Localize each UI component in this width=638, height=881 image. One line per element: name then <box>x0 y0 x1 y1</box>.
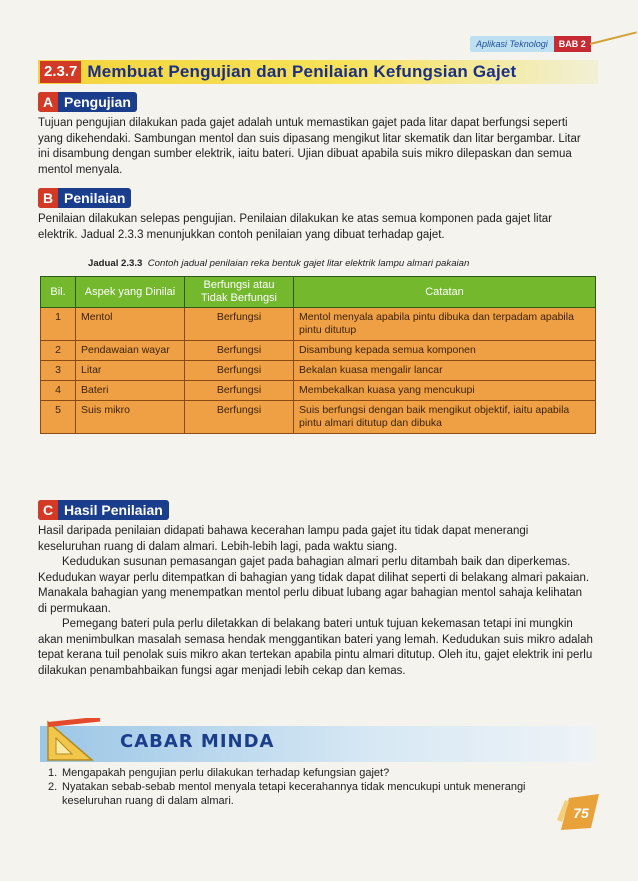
table-cell: Mentol menyala apabila pintu dibuka dan terpadam apabila pintu ditutup <box>294 308 596 341</box>
table-cell: Membekalkan kuasa yang mencukupi <box>294 381 596 401</box>
part-a-heading <box>38 92 137 112</box>
table-cell: 3 <box>41 361 76 381</box>
question-item <box>48 766 588 780</box>
table-cell: 2 <box>41 341 76 361</box>
part-c-paragraph: Kedudukan susunan pemasangan gajet pada bahagian almari perlu ditambah baik dan diperkemas. Kedudukan wayar perlu ditempatkan di bahagian yang tidak dapat dilihat seperti di belakang almari pakaian. Manakala bahagian yang menempatkan mentol perlu dibuat lubang agar bahagian mentol sahaja kelihatan di permukaan. <box>38 556 590 615</box>
part-a-text <box>38 116 583 178</box>
part-c-paragraph: Hasil daripada penilaian didapati bahawa kecerahan lampu pada gajet itu tidak dapat menerangi keseluruhan ruang di dalam almari. Lebih-lebih lagi, pada waktu siang. <box>38 525 529 553</box>
part-b-text <box>38 212 583 243</box>
table-cell: Berfungsi <box>185 361 294 381</box>
part-a-title: Pengujian <box>64 94 131 110</box>
section-number: 2.3.7 <box>40 61 81 83</box>
section-title-bar <box>38 60 598 84</box>
table-header-cell: Berfungsi atau Tidak Berfungsi <box>185 277 294 308</box>
part-b-paragraph: Penilaian dilakukan selepas pengujian. Penilaian dilakukan ke atas semua komponen pada gajet litar elektrik. Jadual 2.3.3 menunjukkan contoh penilaian yang dibuat terhadap gajet. <box>38 213 553 241</box>
part-c-letter: C <box>38 500 58 520</box>
table-row <box>41 381 596 401</box>
part-c-title: Hasil Penilaian <box>64 502 163 518</box>
chapter-topic: Aplikasi Teknologi <box>470 36 554 52</box>
part-b-title: Penilaian <box>64 190 126 206</box>
section-title: Membuat Pengujian dan Penilaian Kefungsian Gajet <box>87 62 517 81</box>
table-cell: Litar <box>76 361 185 381</box>
part-c-heading <box>38 500 169 520</box>
table-cell: 4 <box>41 381 76 401</box>
table-header-cell: Catatan <box>294 277 596 308</box>
table-cell: Suis berfungsi dengan baik mengikut objektif, iaitu apabila pintu almari ditutup dan dibuka <box>294 401 596 434</box>
evaluation-table <box>40 276 596 434</box>
chapter-label: BAB 2 <box>554 36 591 52</box>
question-list <box>48 766 588 808</box>
part-c-paragraph: Pemegang bateri pula perlu diletakkan di belakang bateri untuk tujuan kekemasan tetapi ini mungkin akan menimbulkan masalah semasa hendak menggantikan bateri yang lemah. Kedudukan suis mikro adalah tepat kerana tuil penolak suis mikro akan tertekan apabila pintu almari ditutup. Oleh itu, gajet elektrik ini perlu dilakukan penambahbaikan fungsi agar menjadi lebih cekap dan kemas. <box>38 618 593 677</box>
table-cell: Disambung kepada semua komponen <box>294 341 596 361</box>
table-cell: Pendawaian wayar <box>76 341 185 361</box>
part-c-text <box>38 524 593 679</box>
table-cell: 5 <box>41 401 76 434</box>
question-number: 2. <box>48 781 58 793</box>
part-b-letter: B <box>38 188 58 208</box>
question-text: Nyatakan sebab-sebab mentol menyala tetapi kecerahannya tidak mencukupi untuk menerangi keseluruhan ruang di dalam almari. <box>62 781 526 807</box>
part-b-heading <box>38 188 131 208</box>
question-item <box>48 780 588 808</box>
table-row <box>41 361 596 381</box>
table-caption-label: Jadual 2.3.3 <box>88 258 143 269</box>
table-header-cell: Bil. <box>41 277 76 308</box>
table-caption <box>88 258 469 269</box>
table-caption-text: Contoh jadual penilaian reka bentuk gajet litar elektrik lampu almari pakaian <box>147 258 470 269</box>
set-square-icon <box>44 718 104 764</box>
table-row <box>41 341 596 361</box>
cabar-minda-title: CABAR MINDA <box>120 731 275 752</box>
chapter-tag <box>470 36 591 52</box>
table-cell: Bateri <box>76 381 185 401</box>
table-header-row <box>41 277 596 308</box>
question-text: Mengapakah pengujian perlu dilakukan terhadap kefungsian gajet? <box>62 767 390 779</box>
table-row <box>41 308 596 341</box>
table-cell: Berfungsi <box>185 401 294 434</box>
table-header-cell: Aspek yang Dinilai <box>76 277 185 308</box>
page-number-badge <box>555 790 603 834</box>
table-cell: Berfungsi <box>185 381 294 401</box>
table-cell: 1 <box>41 308 76 341</box>
table-cell: Suis mikro <box>76 401 185 434</box>
part-a-paragraph: Tujuan pengujian dilakukan pada gajet adalah untuk memastikan gajet pada litar dapat berfungsi seperti yang dikehendaki. Sambungan mentol dan suis dipasang mengikut litar skematik dan litar bergambar. Litar ini disambung dengan sumber elektrik, iaitu bateri. Ujian dibuat apabila suis mikro dilepaskan dan semua mentol menyala. <box>38 117 581 176</box>
table-cell: Bekalan kuasa mengalir lancar <box>294 361 596 381</box>
table-cell: Mentol <box>76 308 185 341</box>
decorative-rule <box>590 31 637 45</box>
page-number: 75 <box>573 805 589 821</box>
table-row <box>41 401 596 434</box>
question-number: 1. <box>48 767 58 779</box>
table-cell: Berfungsi <box>185 341 294 361</box>
table-cell: Berfungsi <box>185 308 294 341</box>
part-a-letter: A <box>38 92 58 112</box>
